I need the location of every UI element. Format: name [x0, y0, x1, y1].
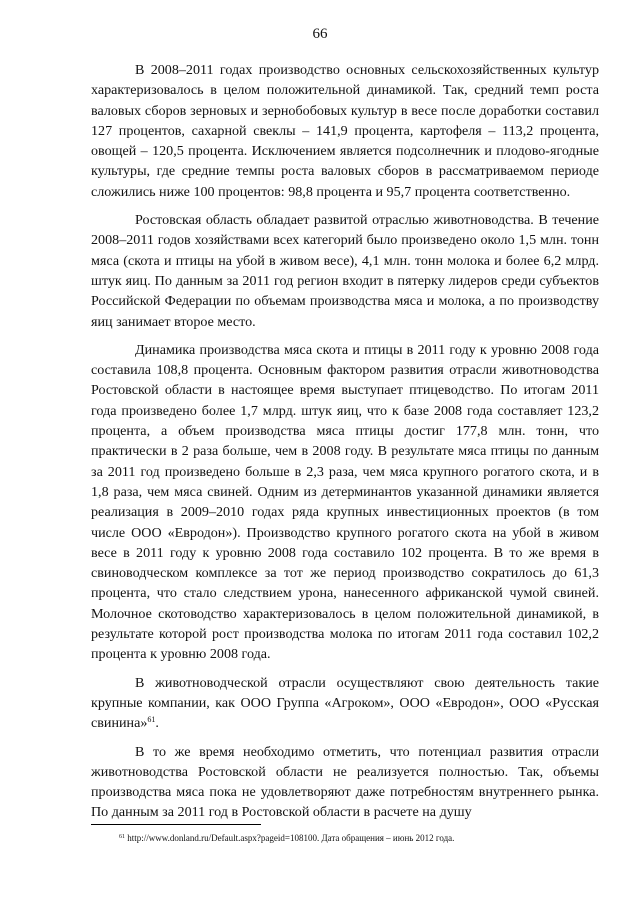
footnote-text: http://www.donland.ru/Default.aspx?pageid=108100. Дата обращения – июнь 2012 года. — [125, 833, 455, 843]
footnote-divider — [91, 824, 261, 825]
paragraph-companies-end: . — [155, 715, 159, 732]
page-number: 66 — [312, 26, 328, 42]
paragraph-companies-text: В животноводческой отрасли осуществляют свою деятельность такие крупные компании, как ООО Группа «Агроком», ООО «Евродон», ООО «Русская свинина» — [91, 674, 599, 732]
paragraph-potential: В то же время необходимо отметить, что потенциал развития отрасли животноводства Ростовской области не реализуется полностью. Так, объемы производства мяса пока не удовлетворяют даже потребностям внутреннего рынка. По данным за 2011 год в Ростовской области в расчете на душу — [91, 743, 599, 821]
footnote — [119, 832, 599, 844]
paragraph-livestock: Ростовская область обладает развитой отраслью животноводства. В течение 2008–2011 годов хозяйствами всех категорий было произведено около 1,5 млн. тонн мяса (скота и птицы на убой в живом весе), 4,1 млн. тонн молока и более 6,2 млрд. штук яиц. По данным за 2011 год регион входит в пятерку лидеров среди субъектов Российской Федерации по объемам производства мяса и молока, а по производству яиц занимает второе место. — [91, 212, 599, 330]
paragraph-crops: В 2008–2011 годах производство основных сельскохозяйственных культур характеризовалось в целом положительной динамикой. Так, средний темп роста валовых сборов зерновых и зернобобовых культур в весе после доработки составил 127 процентов, сахарной свеклы – 141,9 процента, картофеля – 113,2 процента, овощей – 120,5 процента. Исключением является подсолнечник и плодово-ягодные культуры, где средние темпы роста валовых сборов в рассматриваемом периоде сложились ниже 100 процентов: 98,8 процента и 95,7 процента соответственно. — [91, 62, 599, 200]
footnote-reference: 61 — [147, 715, 156, 725]
footnote-mark: 61 — [119, 834, 125, 840]
paragraph-dynamics: Динамика производства мяса скота и птицы в 2011 году к уровню 2008 года составила 108,8 процента. Основным фактором развития отрасли животноводства Ростовской области в настоящее время выступает птицеводство. По итогам 2011 года произведено более 1,7 млрд. штук яиц, что к базе 2008 года составляет 123,2 процента, а объем производства мяса птицы достиг 177,8 млн. тонн, что практически в 2 раза больше, чем в 2008 году. В результате мяса птицы по данным за 2011 год произведено больше в 2,3 раза, чем мяса крупного рогатого скота, и в 1,8 раза, чем мяса свиней. Одним из детерминантов указанной динамики является реализация в 2009–2010 годах ряда крупных инвестиционных проектов (в том числе ООО «Евродон»). Производство крупного рогатого скота на убой в живом весе в 2011 году к уровню 2008 года составило 102 процента. В то же время в свиноводческом комплексе за тот же период производство сократилось до 61,3 процента, что стало следствием урона, нанесенного африканской чумой свиней. Молочное скотоводство характеризовалось в целом положительной динамикой, в результате которой рост производства молока по итогам 2011 года составил 102,2 процента к уровню 2008 года. — [91, 341, 599, 663]
paragraph-companies — [91, 673, 599, 734]
body-text — [91, 60, 599, 831]
